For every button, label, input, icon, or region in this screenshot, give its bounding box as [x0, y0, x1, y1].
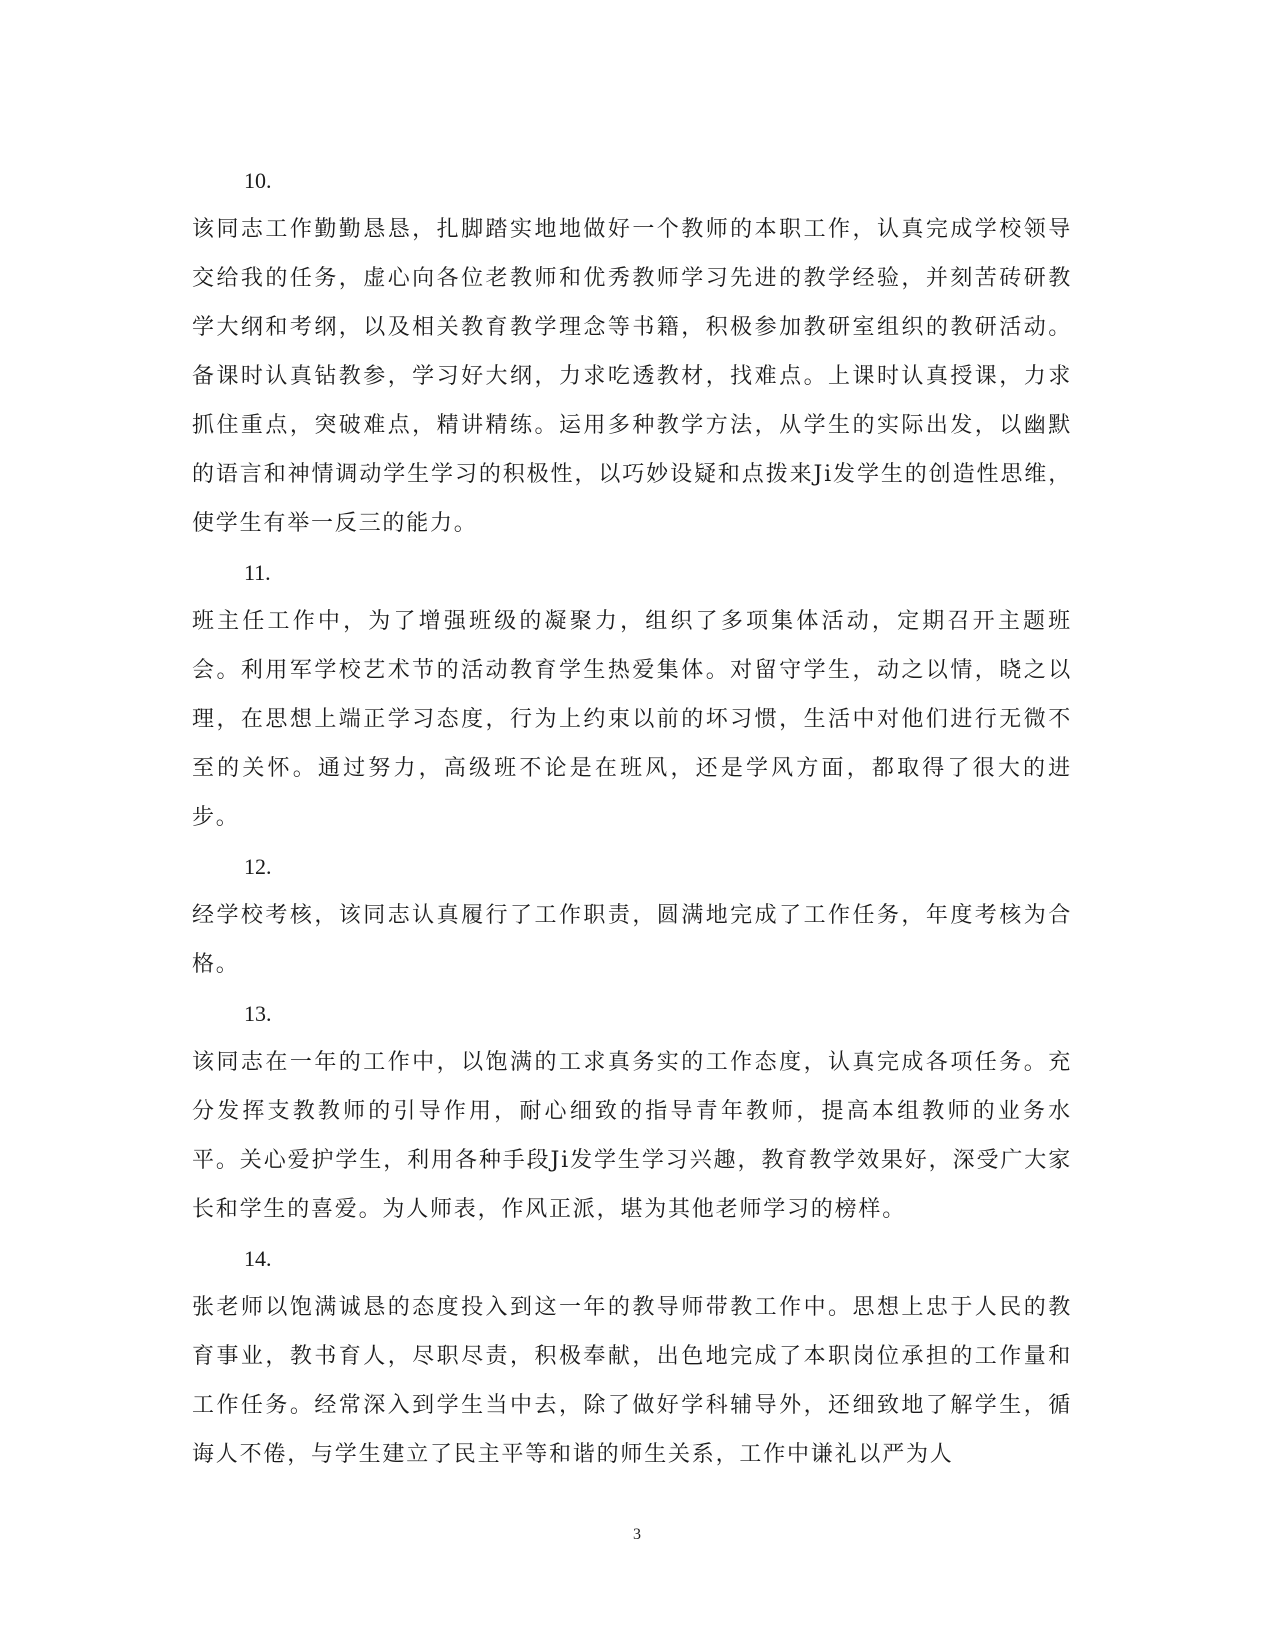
item-number: 11.	[244, 560, 271, 585]
item-paragraph: 经学校考核，该同志认真履行了工作职责，圆满地完成了工作任务，年度考核为合格。	[192, 903, 1072, 977]
page-number: 3	[633, 1526, 641, 1543]
item-number: 12.	[244, 854, 272, 879]
item-number: 14.	[244, 1246, 272, 1271]
item-paragraph: 该同志工作勤勤恳恳，扎脚踏实地地做好一个教师的本职工作，认真完成学校领导交给我的任务，虚心向各位老教师和优秀教师学习先进的教学经验，并刻苦砖研教学大纲和考纲，以及相关教育教学理念等书籍，积极参加教研室组织的教研活动。备课时认真钻教参，学习好大纲，力求吃透教材，找难点。上课时认真授课，力求抓住重点，突破难点，精讲精练。运用多种教学方法，从学生的实际出发，以幽默的语言和神情调动学生学习的积极性，以巧妙设疑和点拨来Ji发学生的创造性思维，使学生有举一反三的能力。	[192, 217, 1072, 536]
item-paragraph: 班主任工作中，为了增强班级的凝聚力，组织了多项集体活动，定期召开主题班会。利用军学校艺术节的活动教育学生热爱集体。对留守学生，动之以情，晓之以理，在思想上端正学习态度，行为上约束以前的坏习惯，生活中对他们进行无微不至的关怀。通过努力，高级班不论是在班风，还是学风方面，都取得了很大的进步。	[192, 609, 1072, 830]
item-paragraph: 张老师以饱满诚恳的态度投入到这一年的教导师带教工作中。思想上忠于人民的教育事业，教书育人，尽职尽责，积极奉献，出色地完成了本职岗位承担的工作量和工作任务。经常深入到学生当中去，除了做好学科辅导外，还细致地了解学生，循诲人不倦，与学生建立了民主平等和谐的师生关系，工作中谦礼以严为人	[192, 1295, 1072, 1467]
item-paragraph: 该同志在一年的工作中，以饱满的工求真务实的工作态度，认真完成各项任务。充分发挥支教教师的引导作用，耐心细致的指导青年教师，提高本组教师的业务水平。关心爱护学生，利用各种手段Ji发学生学习兴趣，教育教学效果好，深受广大家长和学生的喜爱。为人师表，作风正派，堪为其他老师学习的榜样。	[192, 1050, 1072, 1222]
item-number: 10.	[244, 168, 272, 193]
item-number: 13.	[244, 1001, 272, 1026]
document-body	[192, 156, 1072, 1479]
